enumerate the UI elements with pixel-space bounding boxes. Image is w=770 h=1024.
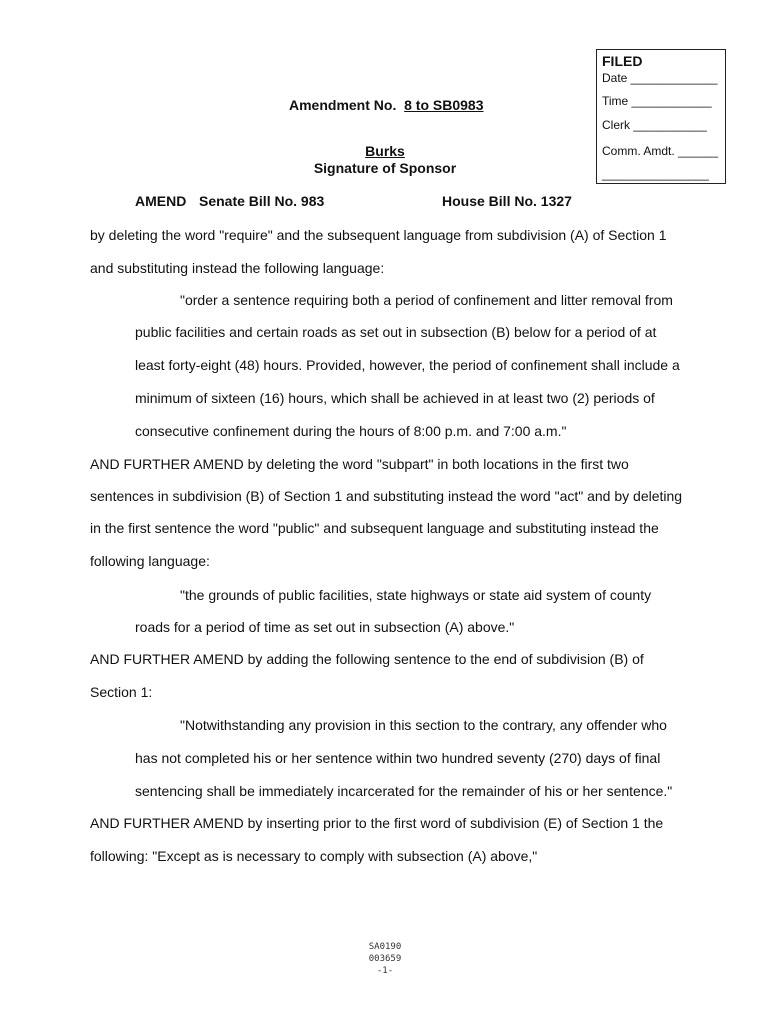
- sponsor-name: Burks: [365, 143, 405, 159]
- filed-blank-line: ________________: [602, 167, 709, 181]
- filed-clerk: Clerk ___________: [602, 118, 707, 132]
- body-line: "Notwithstanding any provision in this section to the contrary, any offender who: [180, 717, 667, 733]
- body-line: sentencing shall be immediately incarcerated for the remainder of his or her sentence.": [135, 783, 673, 799]
- filed-date: Date _____________: [602, 71, 718, 85]
- amend-label: AMEND: [135, 193, 187, 209]
- page-footer: [0, 941, 770, 977]
- footer-code-2: 003659: [368, 954, 402, 964]
- senate-bill-number: Senate Bill No. 983: [199, 193, 325, 209]
- body-line: "the grounds of public facilities, state highways or state aid system of county: [180, 587, 652, 603]
- body-line: following language:: [90, 553, 210, 569]
- body-line: and substituting instead the following language:: [90, 260, 385, 276]
- body-line: AND FURTHER AMEND by deleting the word "subpart" in both locations in the first two: [90, 456, 629, 472]
- filed-time: Time ____________: [602, 94, 712, 108]
- amendment-prefix: Amendment No.: [289, 97, 397, 113]
- sponsor-caption: Signature of Sponsor: [313, 160, 457, 176]
- body-line: sentences in subdivision (B) of Section 1 and substituting instead the word "act" and by deleting: [90, 488, 683, 504]
- footer-code-1: SA0190: [368, 942, 402, 952]
- body-line: in the first sentence the word "public" and subsequent language and substituting instead the: [90, 520, 659, 536]
- body-line: "order a sentence requiring both a period of confinement and litter removal from: [180, 292, 673, 308]
- body-line: roads for a period of time as set out in subsection (A) above.": [135, 619, 515, 635]
- filed-comm-amdt: Comm. Amdt. ______: [602, 144, 719, 158]
- body-line: minimum of sixteen (16) hours, which shall be achieved in at least two (2) periods of: [135, 390, 655, 406]
- body-line: AND FURTHER AMEND by inserting prior to the first word of subdivision (E) of Section 1 the: [90, 815, 664, 831]
- amendment-number: [289, 97, 484, 113]
- body-line: least forty-eight (48) hours. Provided, however, the period of confinement shall include a: [135, 357, 680, 373]
- page-number: -1-: [376, 966, 394, 976]
- house-bill-number: House Bill No. 1327: [442, 193, 572, 209]
- amendment-ref: 8 to SB0983: [404, 97, 484, 113]
- body-line: AND FURTHER AMEND by adding the following sentence to the end of subdivision (B) of: [90, 651, 644, 667]
- body-line: by deleting the word "require" and the subsequent language from subdivision (A) of Section 1: [90, 227, 667, 243]
- filed-title: FILED: [602, 53, 643, 69]
- body-line: consecutive confinement during the hours of 8:00 p.m. and 7:00 a.m.": [135, 423, 567, 439]
- body-line: following: "Except as is necessary to comply with subsection (A) above,": [90, 848, 538, 864]
- body-line: Section 1:: [90, 684, 153, 700]
- body-line: public facilities and certain roads as set out in subsection (B) below for a period of at: [135, 324, 657, 340]
- body-line: has not completed his or her sentence within two hundred seventy (270) days of final: [135, 750, 661, 766]
